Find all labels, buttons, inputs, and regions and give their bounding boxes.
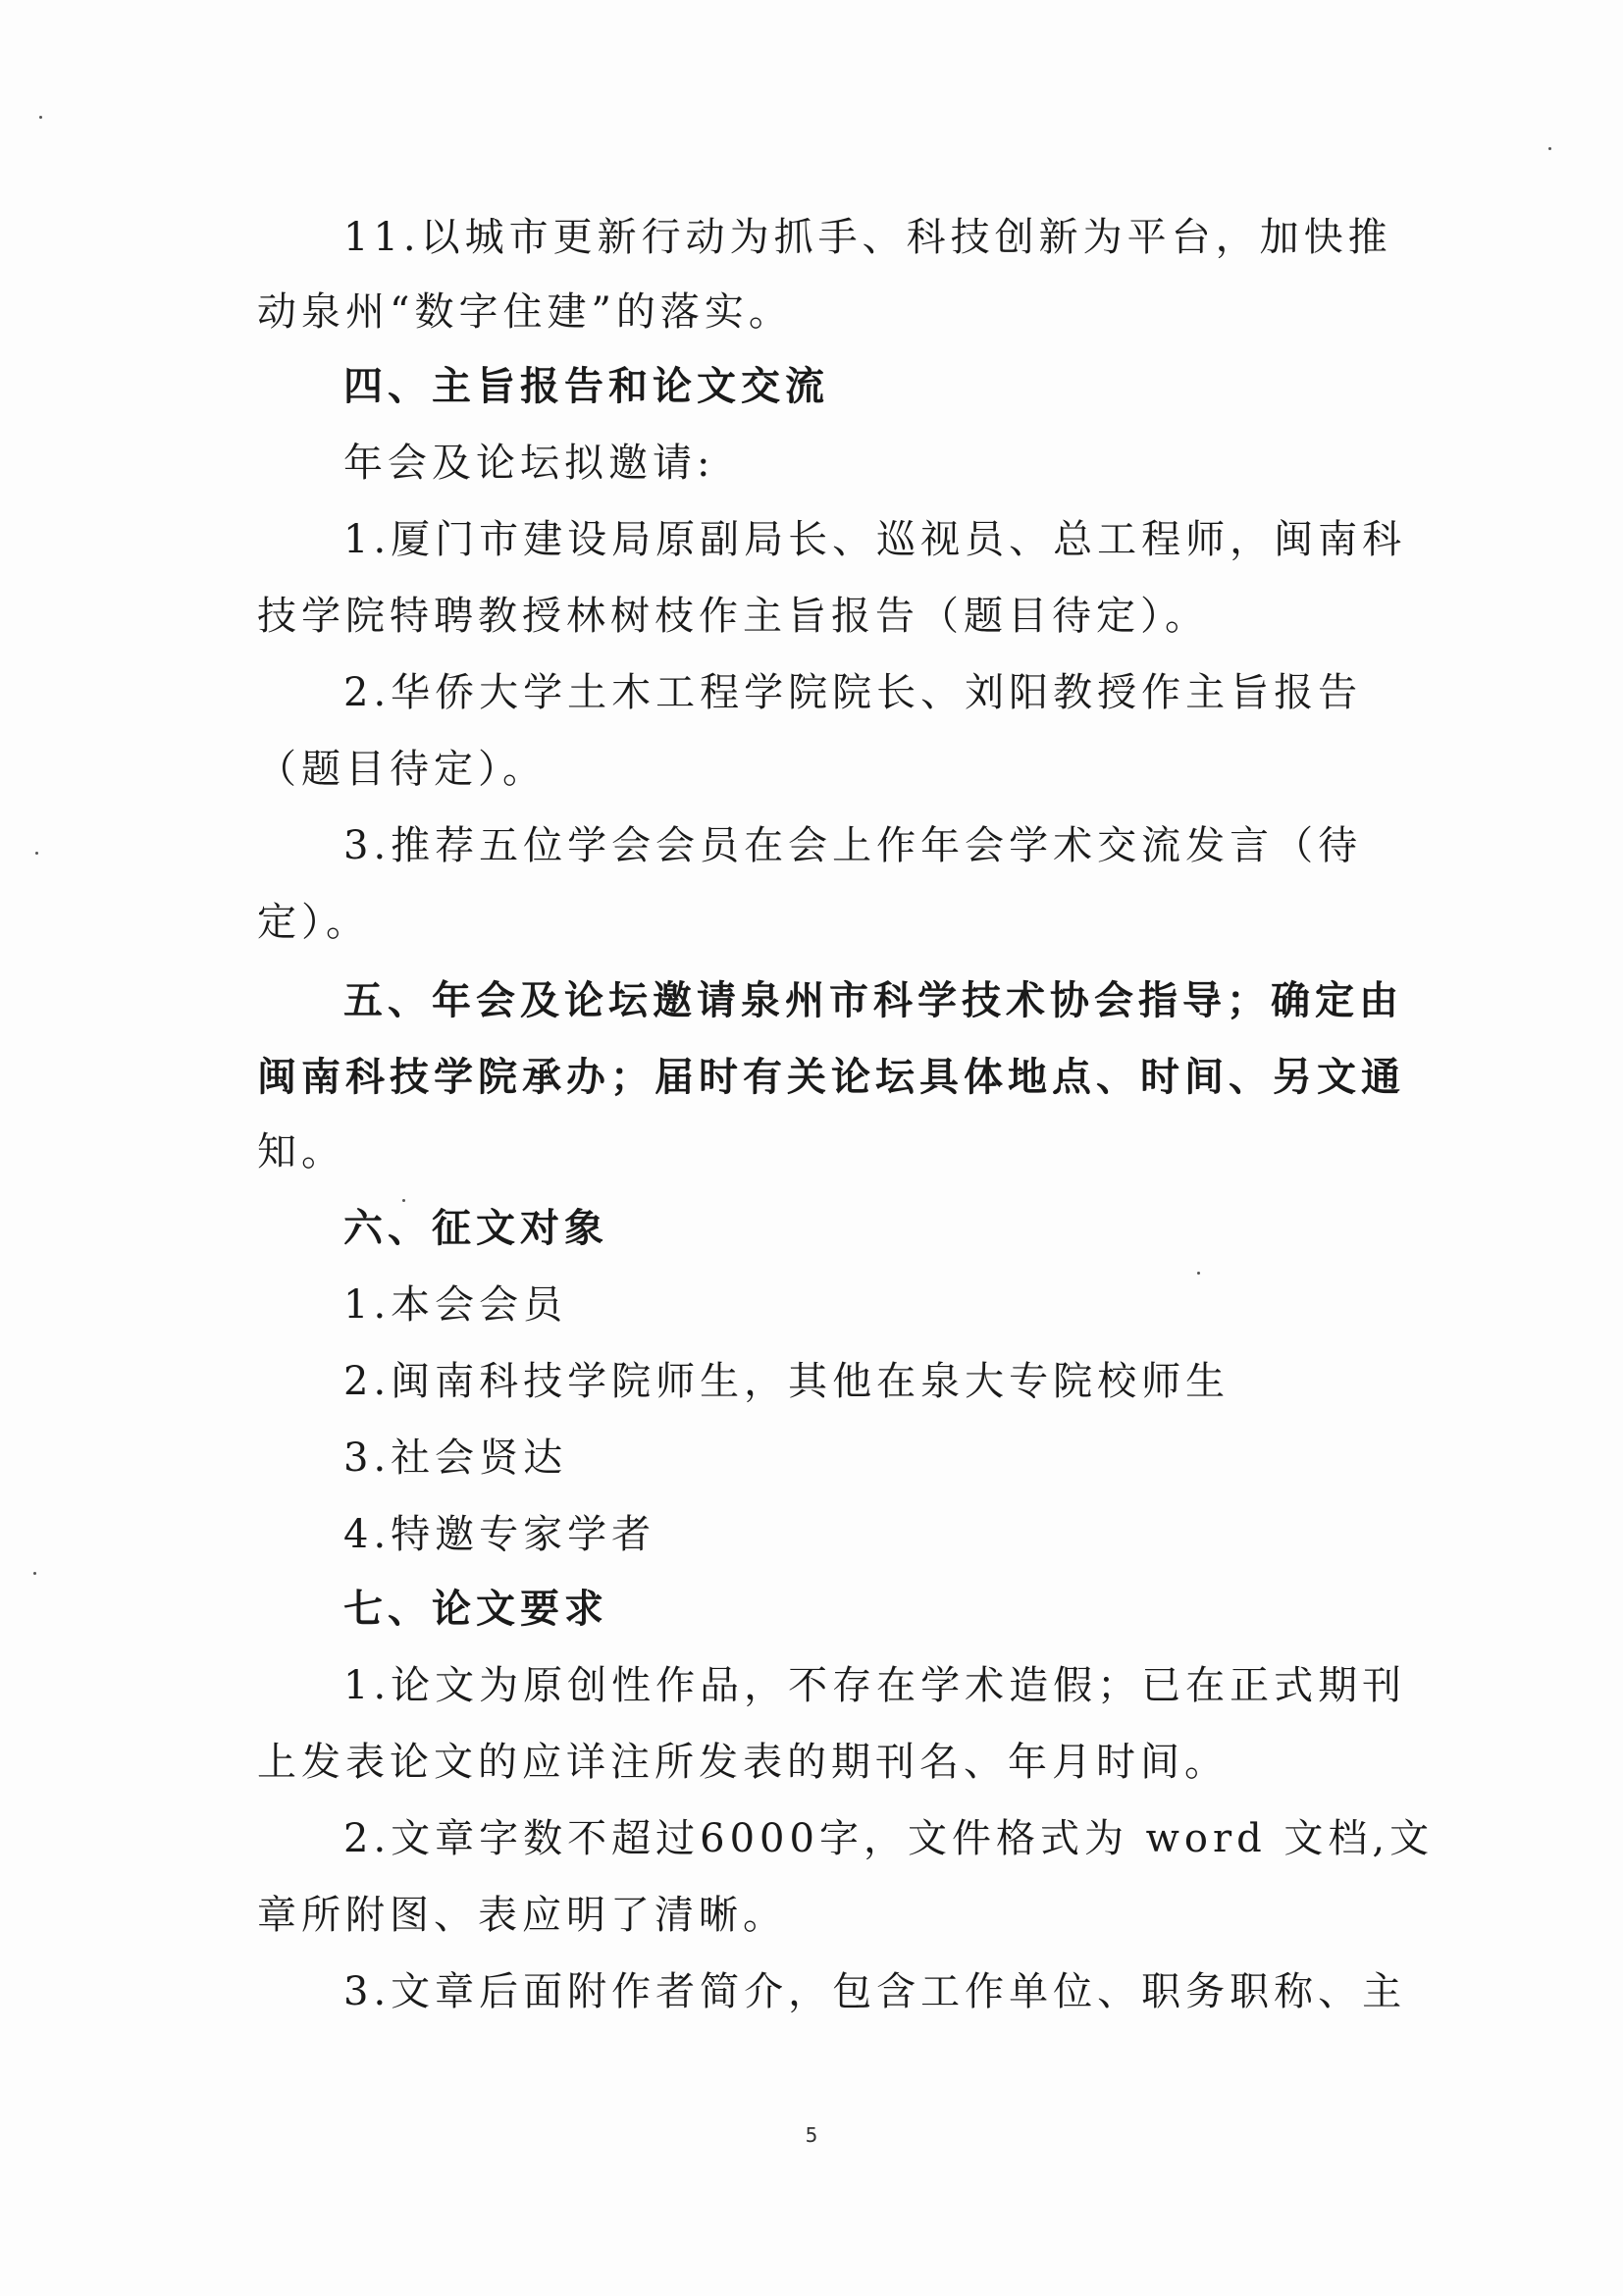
scan-speck <box>402 1199 405 1202</box>
list-item: 1.本会会员 <box>343 1282 568 1328</box>
text-line: 2.文章字数不超过6000字，文件格式为 word 文档,文 <box>343 1816 1435 1861</box>
section-heading: 七、论文要求 <box>343 1586 608 1632</box>
text-line: 定）。 <box>257 900 370 945</box>
text-line: （题目待定）。 <box>257 747 547 792</box>
text-line: 知。 <box>257 1129 345 1174</box>
section-heading: 四、主旨报告和论文交流 <box>343 363 829 409</box>
text-line: 动泉州“数字住建”的落实。 <box>257 289 793 335</box>
text-line: 2.华侨大学土木工程学院院长、刘阳教授作主旨报告 <box>343 670 1363 715</box>
text-line: 3.文章后面附作者简介，包含工作单位、职务职称、主 <box>343 1969 1407 2014</box>
text-line: 技学院特聘教授林树枝作主旨报告（题目待定）。 <box>257 594 1209 639</box>
section-heading: 五、年会及论坛邀请泉州市科学技术协会指导；确定由 <box>343 977 1403 1023</box>
text-line: 11.以城市更新行动为抓手、科技创新为平台，加快推 <box>343 215 1392 260</box>
list-item: 4.特邀专家学者 <box>343 1512 656 1557</box>
section-heading: 六、征文对象 <box>343 1205 608 1251</box>
scan-speck <box>35 852 38 855</box>
section-heading: 闽南科技学院承办；届时有关论坛具体地点、时间、另文通 <box>257 1054 1405 1100</box>
list-item: 3.社会贤达 <box>343 1435 568 1481</box>
text-line: 1.厦门市建设局原副局长、巡视员、总工程师，闽南科 <box>343 517 1407 562</box>
text-line: 章所附图、表应明了清晰。 <box>257 1893 787 1938</box>
scan-speck <box>33 1572 36 1575</box>
text-line: 年会及论坛拟邀请: <box>343 441 715 486</box>
text-line: 上发表论文的应详注所发表的期刊名、年月时间。 <box>257 1740 1229 1785</box>
text-line: 1.论文为原创性作品，不存在学术造假；已在正式期刊 <box>343 1663 1407 1708</box>
page-number: 5 <box>805 2123 818 2147</box>
list-item: 2.闽南科技学院师生，其他在泉大专院校师生 <box>343 1359 1230 1404</box>
text-line: 3.推荐五位学会会员在会上作年会学术交流发言（待 <box>343 823 1363 868</box>
scan-speck <box>1548 147 1551 150</box>
scan-speck <box>39 116 42 119</box>
scan-speck <box>1197 1272 1200 1275</box>
